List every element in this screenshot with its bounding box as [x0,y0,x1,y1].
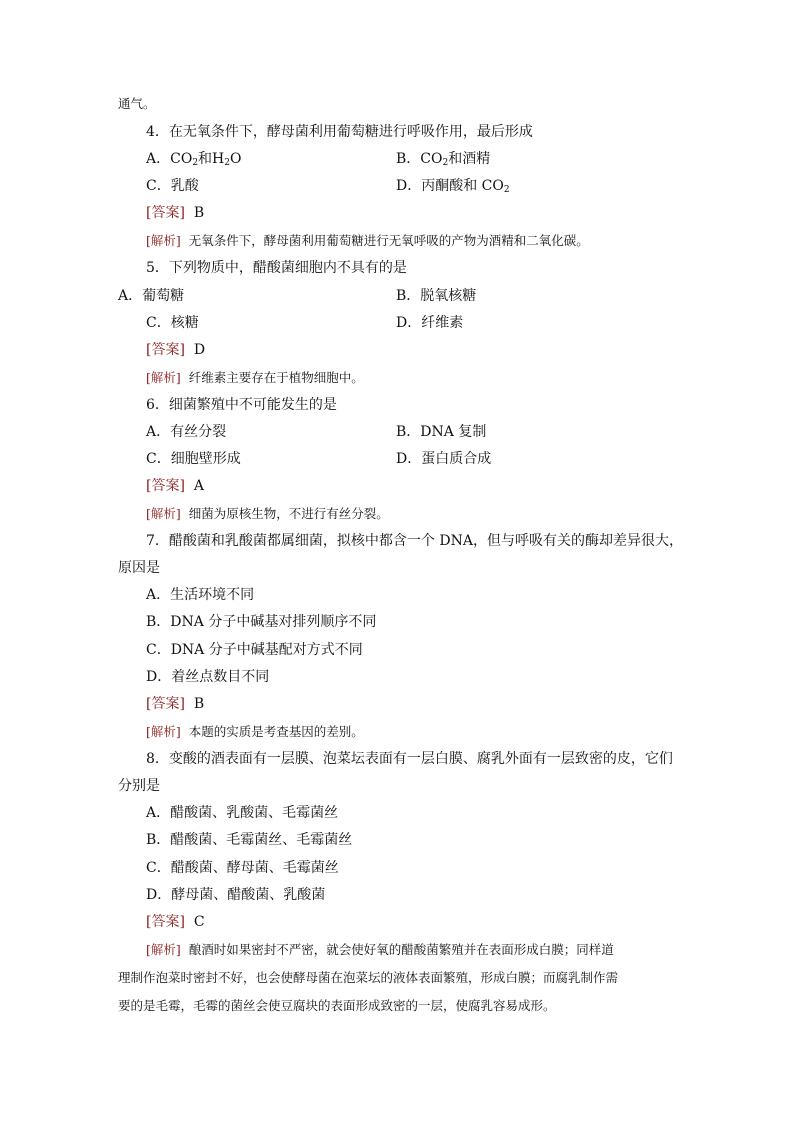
answer-tag: [答案] [146,914,185,930]
q8-option-a: A．醋酸菌、乳酸菌、毛霉菌丝 [146,805,339,821]
q8-stem-line1: 8．变酸的酒表面有一层膜、泡菜坛表面有一层白膜、腐乳外面有一层致密的皮，它们 [146,751,673,767]
q6-option-d: D．蛋白质合成 [396,451,492,467]
answer-tag: [答案] [146,205,185,221]
answer-tag: [答案] [146,696,185,712]
q7-option-b: B．DNA 分子中碱基对排列顺序不同 [146,614,377,630]
q7-option-d: D．着丝点数目不同 [146,669,270,685]
q4-explanation: [解析] 无氧条件下，酵母菌利用葡萄糖进行无氧呼吸的产物为酒精和二氧化碳。 [146,233,589,248]
q8-stem-line2: 分别是 [118,778,160,794]
q4-option-a: A．$CO_2$和$H_2O$ [146,151,242,168]
q6-option-a: A．有丝分裂 [146,424,227,440]
q5-explanation: [解析] 纤维素主要存在于植物细胞中。 [146,370,364,385]
q8-option-b: B．醋酸菌、毛霉菌丝、毛霉菌丝 [146,832,353,848]
q8-explanation-line1: [解析] 酿酒时如果密封不严密，就会使好氧的醋酸菌繁殖并在表面形成白膜；同样道 [146,942,614,957]
q5-option-c: C．核糖 [146,315,199,331]
q4-option-d: D．丙酮酸和 $CO_2$ [396,178,510,195]
q7-answer: [答案] B [146,696,205,712]
q7-explanation: [解析] 本题的实质是考查基因的差别。 [146,724,364,739]
q8-answer: [答案] C [146,914,205,930]
answer-tag: [答案] [146,342,185,358]
explanation-tag: [解析] [146,506,181,521]
q8-explanation-line2: 理制作泡菜时密封不好，也会使酵母菌在泡菜坛的液体表面繁殖，形成白膜；而腐乳制作需 [118,970,619,985]
q5-stem: 5．下列物质中，醋酸菌细胞内不具有的是 [146,260,407,276]
q5-option-b: B．脱氧核糖 [396,288,477,304]
q6-stem: 6．细菌繁殖中不可能发生的是 [146,397,337,413]
q6-option-c: C．细胞壁形成 [146,451,241,467]
q8-option-c: C．醋酸菌、酵母菌、毛霉菌丝 [146,860,339,876]
q5-option-d: D．纤维素 [396,315,464,331]
q6-explanation: [解析] 细菌为原核生物，不进行有丝分裂。 [146,506,389,521]
q4-option-c: C．乳酸 [146,178,199,194]
q5-answer: [答案] D [146,342,206,358]
q7-option-a: A．生活环境不同 [146,587,255,603]
explanation-tag: [解析] [146,942,181,957]
q6-option-b: B．DNA 复制 [396,424,487,440]
explanation-tag: [解析] [146,724,181,739]
q6-answer: [答案] A [146,478,204,494]
answer-tag: [答案] [146,478,185,494]
explanation-tag: [解析] [146,370,181,385]
q7-option-c: C．DNA 分子中碱基配对方式不同 [146,642,363,658]
intro-text: 通气。 [118,96,156,111]
q4-answer: [答案] B [146,205,205,221]
q7-stem-line1: 7．醋酸菌和乳酸菌都属细菌，拟核中都含一个 DNA，但与呼吸有关的酶却差异很大， [146,533,683,549]
q8-explanation-line3: 要的是毛霉，毛霉的菌丝会使豆腐块的表面形成致密的一层，使腐乳容易成形。 [118,998,556,1013]
q4-stem: 4．在无氧条件下，酵母菌利用葡萄糖进行呼吸作用，最后形成 [146,124,533,140]
q8-option-d: D．酵母菌、醋酸菌、乳酸菌 [146,887,326,903]
q5-option-a: A．葡萄糖 [118,288,185,304]
q4-option-b: B．$CO_2$和酒精 [396,151,491,168]
explanation-tag: [解析] [146,233,181,248]
q7-stem-line2: 原因是 [118,560,160,576]
